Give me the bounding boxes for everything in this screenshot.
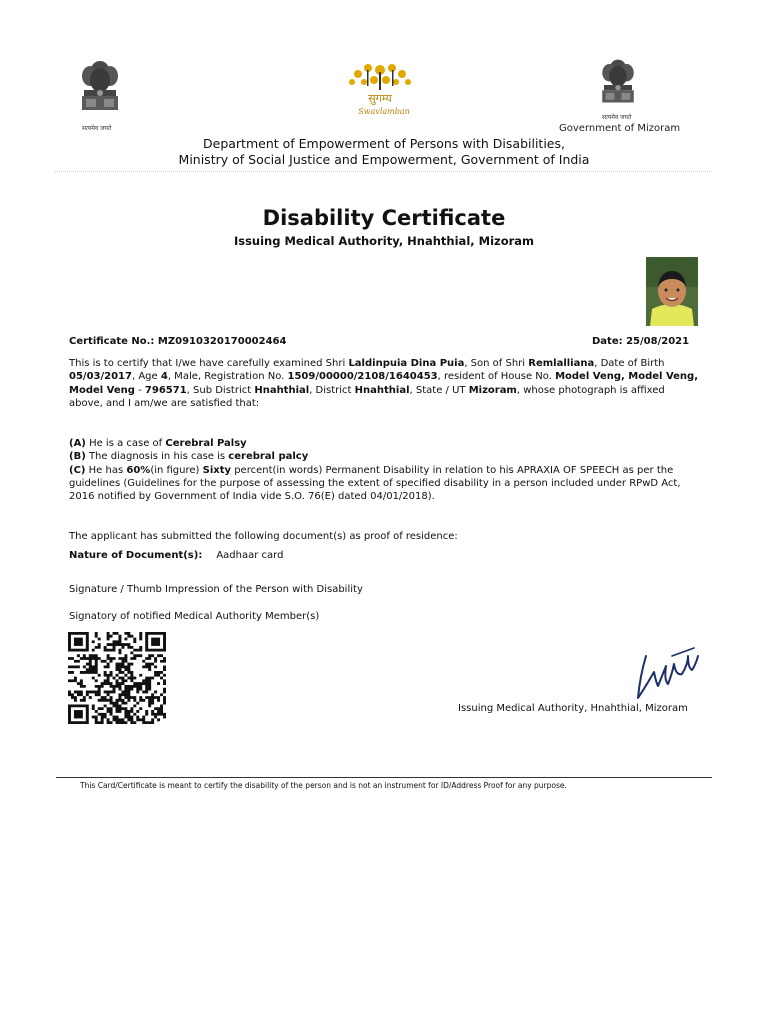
intro-text: This is to certify that I/we have carefully examined Shri — [69, 358, 349, 369]
intro-text: , District — [309, 384, 355, 396]
applicant-name: Laldinpuia Dina Puia — [348, 358, 465, 369]
sugamya-bharat-logo-icon — [344, 60, 416, 118]
right-emblem-caption: सत्यमेव जयते — [602, 114, 632, 121]
findings — [69, 437, 701, 503]
finding-b-label: (B) — [69, 451, 86, 463]
header-divider — [55, 171, 712, 172]
ashoka-emblem-icon — [76, 58, 124, 122]
intro-text: , whose photograph is affixed above, and I am/we are satisfied that: — [69, 384, 665, 409]
residence-proof-text: The applicant has submitted the following document(s) as proof of residence: — [69, 531, 458, 542]
finding-b-value: cerebral palcy — [228, 451, 309, 463]
logo-text-hi: सुगम्य — [368, 92, 392, 105]
document-nature-value: Aadhaar card — [216, 550, 284, 561]
finding-c-text: He has — [85, 464, 127, 476]
intro-text: , Male, Registration No. — [167, 371, 288, 383]
state: Mizoram — [468, 384, 517, 396]
finding-c-text: (in figure) — [150, 464, 203, 476]
address: Model Veng, Model Veng, Model Veng — [69, 371, 699, 396]
issuing-authority-label: Issuing Medical Authority, Hnahthial, Mizoram — [458, 703, 688, 714]
intro-text: , Son of Shri — [464, 358, 529, 369]
footer-note: This Card/Certificate is meant to certify the disability of the person and is not an instrument for ID/Address Proof for any purpose. — [80, 781, 567, 790]
date-of-birth: 05/03/2017 — [69, 371, 132, 383]
document-nature — [69, 550, 283, 561]
intro-text: , Age — [131, 371, 161, 383]
finding-b — [69, 450, 701, 463]
finding-a-value: Cerebral Palsy — [165, 438, 247, 449]
left-emblem-caption: सत्यमेव जयते — [82, 125, 112, 132]
finding-c-text: percent(in words) Permanent Disability in relation to his APRAXIA OF SPEECH as per the guidelines (Guidelines for the purpose of assessing the extent of specified disability in a person included under RPwD Act, 2016 notified by Government of India vide S.O. 76(E) dated 04/01/2018). — [69, 464, 681, 503]
signatory-label: Signatory of notified Medical Authority Member(s) — [69, 611, 320, 622]
finding-c — [69, 464, 701, 504]
pincode: 796571 — [144, 384, 187, 396]
district: Hnahthial — [354, 384, 410, 396]
certificate-number — [69, 336, 286, 347]
age: 4 — [160, 371, 168, 383]
finding-a-text: He is a case of — [85, 438, 166, 449]
department-line-2: Ministry of Social Justice and Empowerment, Government of India — [178, 152, 590, 167]
person-signature-label: Signature / Thumb Impression of the Person with Disability — [69, 584, 363, 595]
intro-text: , resident of House No. — [437, 371, 556, 383]
father-name: Remlalliana — [528, 358, 595, 369]
finding-a — [69, 437, 701, 450]
logo-text-en: Swavlamban — [358, 107, 410, 116]
qr-code — [68, 632, 166, 724]
finding-a-label: (A) — [69, 438, 86, 449]
applicant-photo-image — [646, 257, 698, 326]
right-emblem — [597, 57, 639, 113]
certificate-date — [592, 336, 689, 347]
intro-text: , Sub District — [186, 384, 255, 396]
left-emblem — [76, 58, 124, 122]
date-label: Date: — [592, 336, 627, 347]
certification-paragraph — [69, 357, 701, 410]
registration-number: 1509/00000/2108/1640453 — [287, 371, 438, 383]
sub-district: Hnahthial — [254, 384, 310, 396]
government-label: Government of Mizoram — [559, 123, 681, 134]
intro-text: , State / UT — [409, 384, 469, 396]
intro-text: , Date of Birth — [594, 358, 665, 369]
finding-b-text: The diagnosis in his case is — [85, 451, 229, 463]
page-title: Disability Certificate — [262, 206, 506, 230]
ashoka-emblem-icon — [597, 57, 639, 113]
disability-percent-words: Sixty — [202, 464, 232, 476]
qr-code-icon — [68, 632, 166, 724]
certificate-number-label: Certificate No.: — [69, 336, 158, 347]
page-subtitle: Issuing Medical Authority, Hnahthial, Mizoram — [233, 234, 535, 248]
footer-divider — [56, 777, 712, 778]
department-line-1: Department of Empowerment of Persons with Disabilities, — [203, 136, 565, 151]
handwritten-signature — [632, 642, 702, 704]
date-value: 25/08/2021 — [626, 336, 690, 347]
disability-percent: 60% — [126, 464, 151, 476]
authority-signature — [632, 642, 702, 704]
applicant-photo — [646, 257, 698, 326]
document-nature-label: Nature of Document(s): — [69, 550, 203, 561]
center-logo — [344, 60, 416, 118]
intro-text: - — [134, 384, 145, 396]
finding-c-label: (C) — [69, 464, 86, 476]
certificate-number-value: MZ0910320170002464 — [157, 336, 287, 347]
